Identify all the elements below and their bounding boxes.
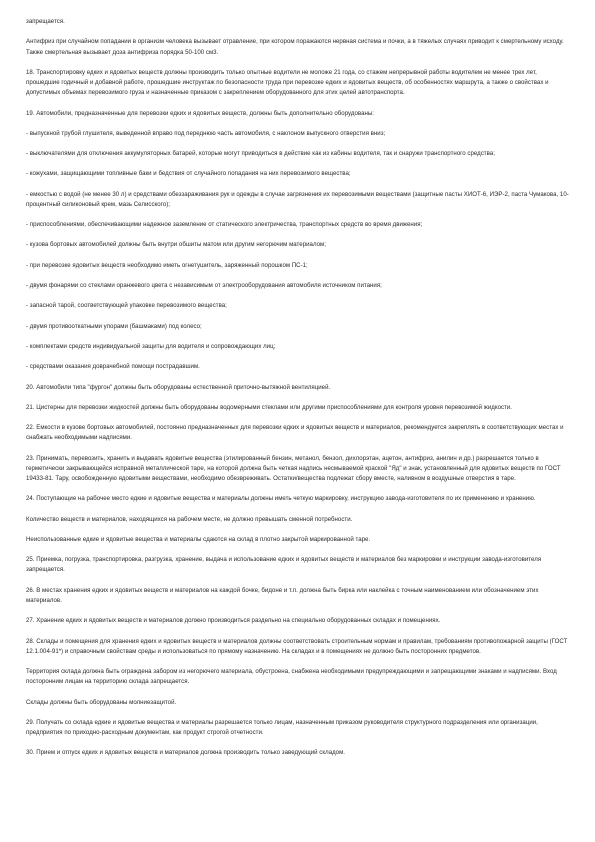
paragraph-27-separate-storage: 27. Хранение едких и ядовитых веществ и материалов должно производиться раздельно на специально оборудованных складах и помещениях. <box>26 617 441 625</box>
list-item-water-tank: - емкостью с водой (не менее 30 л) и средствами обеззараживания рук и одежды в случае загрязнения их перевозимыми веществами (защитные пасты ХИОТ-6, ИЭР-2, паста Чумакова, 10-процентный силиконовый крем, мазь Селисского); <box>26 190 569 208</box>
list-item-exhaust: - выпускной трубой глушителя, выведенной вправо под переднюю часть автомобиля, с наклоном выпускного отверстия вниз; <box>26 129 386 137</box>
paragraph-25-no-label-ban: 25. Приемка, погрузка, транспортировка, разгрузка, хранение, выдача и использование едких и ядовитых веществ и материалов без маркировки и инструкции завода-изготовителя запрещается. <box>26 556 542 574</box>
paragraph-shift-quantity: Количество веществ и материалов, находящихся на рабочем месте, не должно превышать сменной потребности. <box>26 515 353 523</box>
paragraph-forbidden-tail: запрещается. <box>26 18 65 25</box>
list-item-lanterns: - двумя фонарями со стеклами оранжевого цвета с независимым от электрооборудования автомобиля источником питания; <box>26 282 382 290</box>
list-item-battery-switches: - выключателями для отключения аккумуляторных батарей, которые могут приводиться в действие как из кабины водителя, так и снаружи транспортного средства; <box>26 150 495 158</box>
list-item-first-aid: - средствами оказания доврачебной помощи пострадавшим. <box>26 363 200 371</box>
paragraph-20-van-ventilation: 20. Автомобили типа "фургон" должны быть оборудованы естественной приточно-вытяжной вентиляцией. <box>26 383 331 391</box>
paragraph-30-storekeeper: 30. Прием и отпуск едких и ядовитых веществ и материалов должна производить только заведующий складом. <box>26 749 346 757</box>
paragraph-24-labeling: 24. Поступающие на рабочее место едкие и ядовитые вещества и материалы должны иметь четкую маркировку, инструкцию завода-изготовителя по их применению и хранению. <box>26 495 536 503</box>
document-body <box>26 17 572 769</box>
paragraph-23-poison-handling: 23. Принимать, перевозить, хранить и выдавать ядовитые вещества (этилированный бензин, метанол, бензол, дихлорэтан, ацетон, антифриз, анилин и др.) разрешается только в герметически закрывающейся исправной металлической таре, на которой должна быть четкая надпись несмываемой краской "Яд" и знак, установленный для ядовитых веществ по ГОСТ 19433-81. Тару, освобожденную ядовитыми веществами, необходимо обезвреживать. Остатки/вещества подлежат сбору вместе, наливном в воздушные отверстия в таре. <box>26 454 561 483</box>
list-item-grounding: - приспособлениями, обеспечивающими надежное заземление от статического электричества, транспортных средств во время движения; <box>26 221 423 229</box>
list-item-extinguisher: - при перевозке ядовитых веществ необходимо иметь огнетушитель, заряженный порошком ПС-1; <box>26 261 308 269</box>
paragraph-unused-return: Неиспользованные едкие и ядовитые вещества и материалы сдаются на склад в плотно закрытой маркированной таре. <box>26 535 371 543</box>
paragraph-territory-fence: Территория склада должна быть ограждена забором из негорючего материала, обустроена, снабжена необходимыми предупреждающими и запрещающими знаками и надписями. Вход посторонним лицам на территорию склада запрещается. <box>26 668 557 686</box>
paragraph-22-containers: 22. Емкости в кузове бортовых автомобилей, постоянно предназначенных для перевозки едких и ядовитых веществ и материалов, рекомендуется закреплять в соответствующих местах и снабжать необходимыми надписями. <box>26 424 564 442</box>
paragraph-lightning-protection: Склады должны быть оборудованы молниезащитой. <box>26 698 177 706</box>
paragraph-29-issuance: 29. Получать со склада едкие и ядовитые вещества и материалы разрешается только лицам, назначенным приказом руководителя структурного подразделения или организации, предприятия по приходно-расходным документам, как продукт строгой отчетности. <box>26 718 538 737</box>
list-item-tank-covers: - кожухами, защищающими топливные баки и бедствия от случайного попадания на них перевозимого вещества; <box>26 170 351 178</box>
paragraph-26-tags: 26. В местах хранения едких и ядовитых веществ и материалов на каждой бочке, бидоне и т.п. должна быть бирка или наклейка с точным наименованием или обозначением этих материалов. <box>26 586 539 604</box>
list-item-wheel-chocks: - двумя противооткатными упорами (башмаками) под колесо; <box>26 322 202 330</box>
paragraph-18-drivers: 18. Транспортировку едких и ядовитых веществ должны производить только опытные водители не моложе 21 года, со стажем непрерывной работы водителем не менее трех лет, прошедшие годичный и добавной работе, прошедшие инструктаж по безопасности труда при перевозке едких и ядовитых веществ, об особенностях маршрута, а также о свойствах и допустимых объемах перевозимого груза и назначенные приказом с закреплением оборудованного для этих целей автотранспорта. <box>26 68 549 97</box>
list-item-spare-container: - запасной тарой, соответствующей упаковке перевозимого вещества; <box>26 302 227 310</box>
paragraph-28-warehouses: 28. Склады и помещения для хранения едких и ядовитых веществ и материалов должны соответствовать строительным нормам и правилам, требованиям противопожарной защиты (ГОСТ 12.1.004-91*) и справочным свойствам среды и использоваться по прямому назначению. На складах и в помещениях не должно быть посторонних предметов. <box>26 637 568 655</box>
list-item-body-lining: - кузова бортовых автомобилей должны быть внутри обшиты матом или другим негорючим материалом; <box>26 241 326 249</box>
list-item-ppe: - комплектами средств индивидуальной защиты для водителя и сопровождающих лиц; <box>26 342 276 350</box>
paragraph-antifreeze-warning: Антифриз при случайном попадании в организм человека вызывает отравление, при котором поражаются нервная система и почки, а в тяжелых случаях приводит к смертельному исходу. Также смертельная вызывает доза антифриза порядка 50-100 см3. <box>26 38 564 56</box>
paragraph-21-tank-gauges: 21. Цистерны для перевозки жидкостей должны быть оборудованы водомерными стеклами или другими приспособлениями для контроля уровня перевозимой жидкости. <box>26 403 513 411</box>
paragraph-19-equipment: 19. Автомобили, предназначенные для перевозки едких и ядовитых веществ, должны быть дополнительно оборудованы: <box>26 109 374 117</box>
